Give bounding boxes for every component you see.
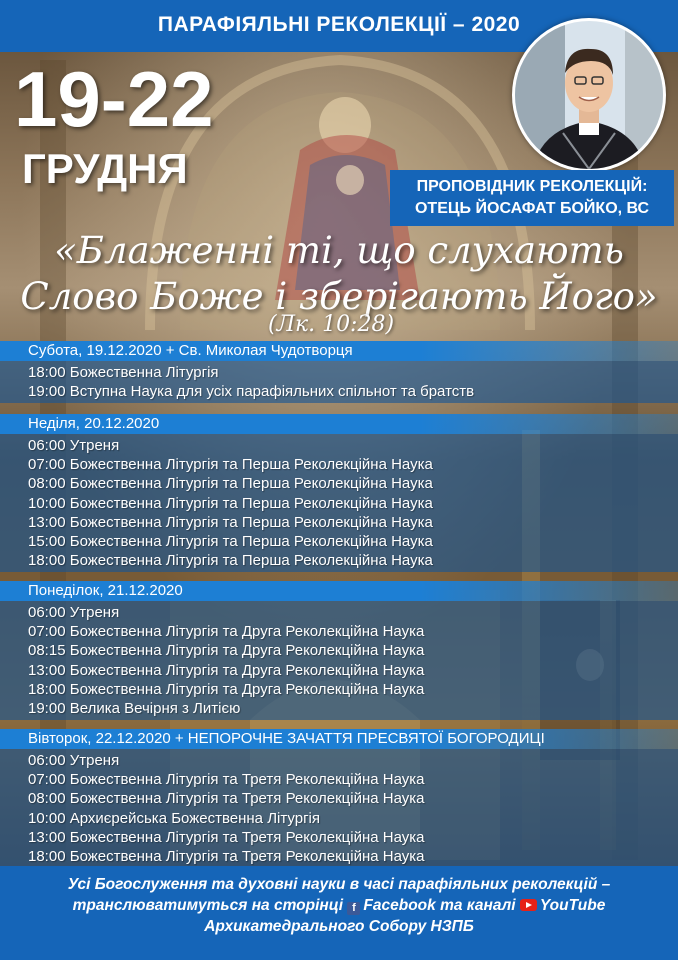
item-text: Божественна Літургія (69, 364, 219, 381)
footer-banner (0, 866, 678, 960)
item-time: 06:00 (28, 604, 66, 621)
facebook-link[interactable]: Facebook (363, 897, 436, 914)
schedule-item (0, 455, 678, 474)
item-time: 06:00 (28, 752, 66, 769)
item-time: 08:15 (28, 642, 66, 660)
item-time: 06:00 (28, 437, 66, 454)
item-text: Божественна Літургія та Друга Реколекційна Наука (69, 680, 425, 698)
item-text: Божественна Літургія та Перша Реколекційна Наука (69, 456, 433, 474)
item-text: Божественна Літургія та Друга Реколекційна Наука (69, 623, 425, 641)
item-time: 10:00 (28, 809, 66, 827)
schedule-day-sunday (0, 414, 678, 572)
date-month: ГРУДНЯ (22, 145, 188, 192)
preacher-photo-icon (515, 21, 663, 169)
schedule-item (0, 641, 678, 660)
schedule-day-saturday (0, 341, 678, 403)
item-time: 19:00 (28, 383, 66, 401)
schedule-day-monday (0, 581, 678, 720)
item-text: Божественна Літургія та Перша Реколекційна Наука (69, 513, 433, 531)
banner-title: ПАРАФІЯЛЬНІ РЕКОЛЕКЦІЇ – 2020 (157, 13, 521, 36)
schedule-item (0, 382, 678, 401)
item-time: 07:00 (28, 456, 66, 474)
schedule-item (0, 809, 678, 828)
item-text: Утреня (69, 604, 120, 621)
date-days: 19-22 (14, 55, 214, 143)
schedule-item (0, 603, 678, 622)
quote-reference: (Лк. 10:28) (268, 312, 395, 337)
item-text: Божественна Літургія та Третя Реколекційна Наука (69, 790, 425, 808)
day-heading: Вівторок, 22.12.2020 + НЕПОРОЧНЕ ЗАЧАТТЯ ПРЕСВЯТОЇ БОГОРОДИЦІ (0, 729, 678, 749)
preacher-portrait (512, 18, 666, 172)
item-time: 18:00 (28, 552, 66, 570)
item-time: 08:00 (28, 475, 66, 493)
schedule-item (0, 770, 678, 789)
schedule-item (0, 436, 678, 455)
footer-line-1: Усі Богослуження та духовні науки в часі парафіяльних реколекцій – (67, 876, 611, 893)
schedule-item (0, 363, 678, 382)
preacher-name: ОТЕЦЬ ЙОСАФАТ БОЙКО, ВС (414, 200, 650, 217)
item-text: Божественна Літургія та Третя Реколекційна Наука (69, 828, 425, 846)
item-text: Божественна Літургія та Друга Реколекційна Наука (69, 661, 425, 679)
schedule-item (0, 474, 678, 493)
footer-line-3: Архикатедрального Собору НЗПБ (204, 918, 474, 935)
item-text: Утреня (69, 437, 120, 454)
item-time: 13:00 (28, 828, 66, 846)
item-time: 08:00 (28, 790, 66, 808)
item-time: 18:00 (28, 680, 66, 698)
item-text: Велика Вечірня з Литією (69, 699, 241, 717)
item-time: 18:00 (28, 364, 66, 381)
schedule-item (0, 532, 678, 551)
item-time: 15:00 (28, 532, 66, 550)
item-text: Божественна Літургія та Перша Реколекційна Наука (69, 494, 433, 512)
schedule-item (0, 828, 678, 847)
day-items (0, 749, 678, 868)
scripture-quote (0, 228, 678, 320)
item-time: 07:00 (28, 771, 66, 789)
item-time: 13:00 (28, 661, 66, 679)
item-text: Вступна Наука для усіх парафіяльних спільнот та братств (69, 383, 475, 401)
item-time: 19:00 (28, 699, 66, 717)
preacher-box (390, 170, 674, 226)
item-text: Утреня (69, 752, 120, 769)
item-text: Божественна Літургія та Друга Реколекційна Наука (69, 642, 425, 660)
day-items (0, 601, 678, 720)
item-text: Божественна Літургія та Третя Реколекційна Наука (69, 771, 425, 789)
schedule-item (0, 751, 678, 770)
quote-line-2: Слово Боже і зберігають Його» (20, 275, 658, 318)
item-text: Божественна Літургія та Перша Реколекційна Наука (69, 475, 433, 493)
day-heading: Неділя, 20.12.2020 (0, 414, 678, 434)
item-text: Архиєрейська Божественна Літургія (69, 809, 321, 827)
day-heading: Понеділок, 21.12.2020 (0, 581, 678, 601)
schedule-item (0, 699, 678, 718)
youtube-link[interactable]: YouTube (539, 897, 606, 914)
item-text: Божественна Літургія та Перша Реколекційна Наука (69, 532, 433, 550)
schedule-item (0, 551, 678, 570)
item-text: Божественна Літургія та Перша Реколекційна Наука (69, 552, 433, 570)
preacher-label: ПРОПОВІДНИК РЕКОЛЕКЦІЙ: (416, 178, 648, 195)
schedule-item (0, 661, 678, 680)
facebook-icon: f (347, 902, 360, 915)
item-time: 10:00 (28, 494, 66, 512)
footer-line-2-prefix: транслюватимуться на сторінці (72, 897, 344, 914)
item-time: 18:00 (28, 847, 66, 865)
schedule-item (0, 513, 678, 532)
schedule-item (0, 680, 678, 699)
item-time: 13:00 (28, 513, 66, 531)
quote-line-1: «Блаженні ті, що слухають (54, 229, 624, 272)
day-items (0, 434, 678, 572)
schedule-item (0, 789, 678, 808)
schedule-item (0, 494, 678, 513)
schedule-item (0, 622, 678, 641)
schedule-item (0, 847, 678, 866)
schedule-day-tuesday (0, 729, 678, 868)
footer-line-2 (0, 897, 678, 915)
day-heading: Субота, 19.12.2020 + Св. Миколая Чудотворця (0, 341, 678, 361)
youtube-icon (520, 899, 537, 911)
item-text: Божественна Літургія та Третя Реколекційна Наука (69, 847, 425, 865)
item-time: 07:00 (28, 623, 66, 641)
footer-line-2-middle: та каналі (440, 897, 516, 914)
day-items (0, 361, 678, 403)
